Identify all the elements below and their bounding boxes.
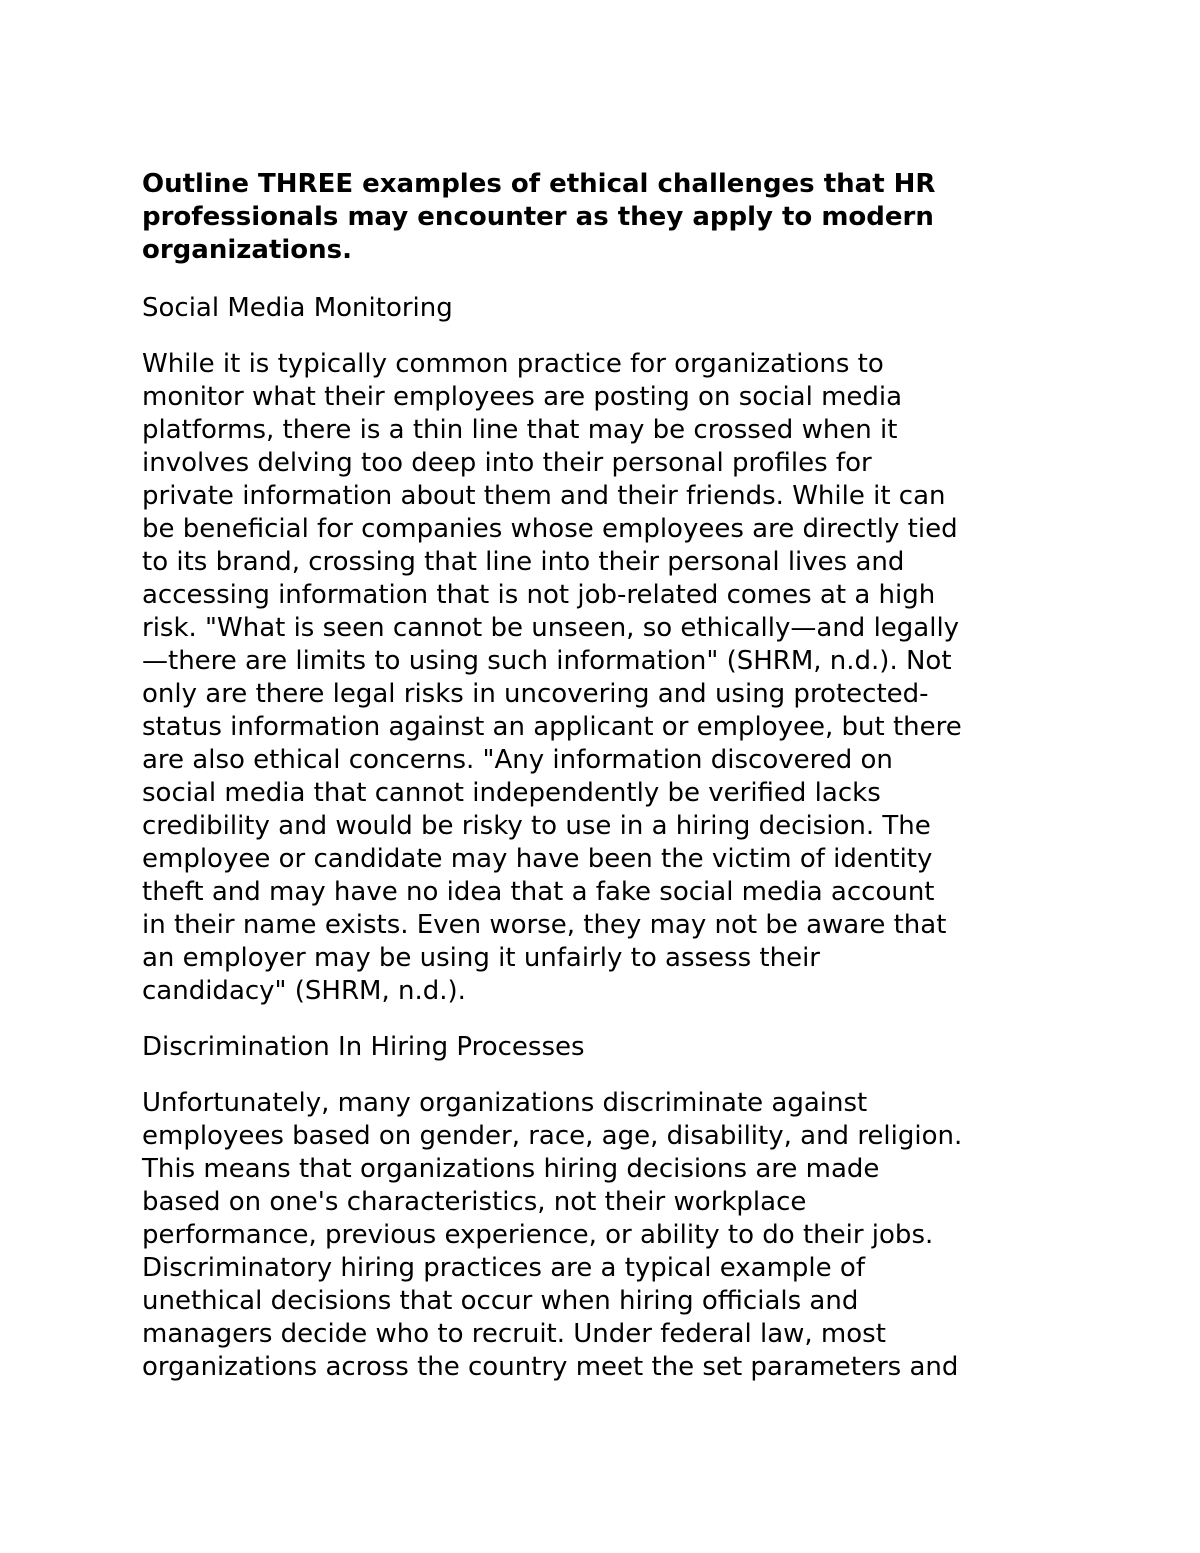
heading-line: Outline THREE examples of ethical challenges that HR (142, 169, 936, 199)
paragraph-line: employees based on gender, race, age, disability, and religion. (142, 1121, 963, 1151)
paragraph-line: status information against an applicant or employee, but there (142, 712, 962, 742)
paragraph-line: platforms, there is a thin line that may be crossed when it (142, 415, 898, 445)
paragraph-line: While it is typically common practice for organizations to (142, 349, 884, 379)
paragraph-discrimination-in-hiring (142, 1087, 1062, 1384)
paragraph-line: involves delving too deep into their personal profiles for (142, 448, 872, 478)
paragraph-line: monitor what their employees are posting on social media (142, 382, 903, 412)
paragraph-line: risk. "What is seen cannot be unseen, so ethically—and legally (142, 613, 960, 643)
paragraph-line: Unfortunately, many organizations discriminate against (142, 1088, 868, 1118)
paragraph-line: private information about them and their friends. While it can (142, 481, 946, 511)
paragraph-line: unethical decisions that occur when hiring officials and (142, 1286, 859, 1316)
document-heading (142, 168, 1042, 267)
paragraph-line: performance, previous experience, or ability to do their jobs. (142, 1220, 934, 1250)
paragraph-line: Discriminatory hiring practices are a typical example of (142, 1253, 865, 1283)
paragraph-line: —there are limits to using such information" (SHRM, n.d.). Not (142, 646, 952, 676)
document-page (142, 168, 1062, 1407)
paragraph-line: theft and may have no idea that a fake social media account (142, 877, 935, 907)
paragraph-line: only are there legal risks in uncovering and using protected- (142, 679, 929, 709)
paragraph-line: social media that cannot independently be verified lacks (142, 778, 881, 808)
paragraph-line: organizations across the country meet the set parameters and (142, 1352, 959, 1382)
heading-line: organizations. (142, 235, 353, 265)
paragraph-line: based on one's characteristics, not their workplace (142, 1187, 807, 1217)
paragraph-line: an employer may be using it unfairly to assess their (142, 943, 820, 973)
paragraph-line: credibility and would be risky to use in a hiring decision. The (142, 811, 931, 841)
paragraph-line: in their name exists. Even worse, they may not be aware that (142, 910, 947, 940)
section-title-social-media-monitoring: Social Media Monitoring (142, 293, 453, 323)
paragraph-line: to its brand, crossing that line into their personal lives and (142, 547, 905, 577)
section-title-discrimination-in-hiring: Discrimination In Hiring Processes (142, 1032, 585, 1062)
paragraph-line: accessing information that is not job-related comes at a high (142, 580, 936, 610)
paragraph-social-media-monitoring (142, 348, 1062, 1008)
paragraph-line: candidacy" (SHRM, n.d.). (142, 976, 466, 1006)
paragraph-line: employee or candidate may have been the victim of identity (142, 844, 933, 874)
paragraph-line: are also ethical concerns. "Any information discovered on (142, 745, 893, 775)
paragraph-line: This means that organizations hiring decisions are made (142, 1154, 880, 1184)
heading-line: professionals may encounter as they apply to modern (142, 202, 934, 232)
paragraph-line: be beneficial for companies whose employees are directly tied (142, 514, 958, 544)
paragraph-line: managers decide who to recruit. Under federal law, most (142, 1319, 886, 1349)
